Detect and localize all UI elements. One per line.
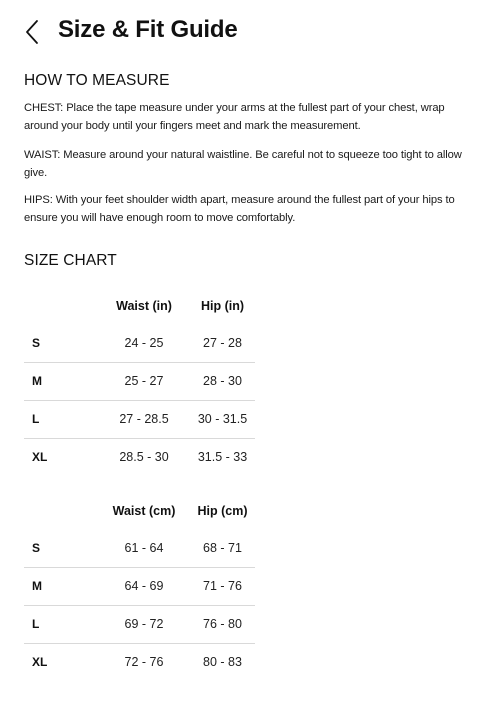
- column-header-hip: Hip (cm): [197, 504, 248, 518]
- waist-value: 27 - 28.5: [98, 400, 190, 438]
- back-button[interactable]: [20, 17, 46, 47]
- table-row: [24, 567, 255, 605]
- hip-value: 80 - 83: [203, 655, 242, 670]
- column-header-size: [24, 493, 98, 529]
- size-label: XL: [32, 450, 48, 465]
- table-row: [24, 362, 255, 400]
- hip-value: 68 - 71: [190, 529, 255, 567]
- page-title: Size & Fit Guide: [58, 16, 238, 43]
- size-chart-heading: SIZE CHART: [24, 252, 117, 269]
- hip-value: 28 - 30: [190, 362, 255, 400]
- waist-value: 64 - 69: [98, 567, 190, 605]
- waist-value: 25 - 27: [98, 362, 190, 400]
- size-label: XL: [32, 655, 48, 670]
- table-row: [24, 605, 255, 643]
- table-row: [24, 529, 255, 567]
- size-table-inches: [24, 288, 255, 476]
- column-header-size: [24, 288, 98, 324]
- waist-value: 24 - 25: [98, 324, 190, 362]
- waist-value: 61 - 64: [98, 529, 190, 567]
- column-header-waist: Waist (cm): [112, 504, 176, 518]
- hip-value: 30 - 31.5: [190, 400, 255, 438]
- table-row: [24, 324, 255, 362]
- hip-value: 31.5 - 33: [197, 450, 248, 465]
- chevron-left-icon: [20, 17, 46, 47]
- table-row: [24, 438, 255, 476]
- hips-instructions: HIPS: With your feet shoulder width apart, measure around the fullest part of your hips to ensure you will have enough room to move comfortably.: [24, 194, 455, 224]
- how-to-measure-heading: HOW TO MEASURE: [24, 72, 170, 89]
- hip-value: 76 - 80: [190, 605, 255, 643]
- header: [0, 0, 500, 62]
- column-header-waist: Waist (in): [116, 299, 172, 313]
- size-label: S: [24, 324, 98, 362]
- table-row: [24, 400, 255, 438]
- waist-value: 69 - 72: [98, 605, 190, 643]
- hip-value: 27 - 28: [190, 324, 255, 362]
- hip-value: 71 - 76: [190, 567, 255, 605]
- size-label: M: [24, 362, 98, 400]
- table-header-row: [24, 493, 255, 529]
- waist-value: 72 - 76: [124, 655, 164, 670]
- size-label: S: [24, 529, 98, 567]
- size-label: M: [24, 567, 98, 605]
- size-label: L: [24, 605, 98, 643]
- table-row: [24, 643, 255, 681]
- table-header-row: [24, 288, 255, 324]
- waist-value: 28.5 - 30: [119, 450, 169, 465]
- chest-instructions: CHEST: Place the tape measure under your arms at the fullest part of your chest, wrap around your body until your fingers meet and mark the measurement.: [24, 102, 445, 132]
- waist-instructions: WAIST: Measure around your natural waistline. Be careful not to squeeze too tight to allow give.: [24, 149, 462, 179]
- size-table-cm: [24, 493, 255, 681]
- size-label: L: [24, 400, 98, 438]
- column-header-hip: Hip (in): [200, 299, 245, 313]
